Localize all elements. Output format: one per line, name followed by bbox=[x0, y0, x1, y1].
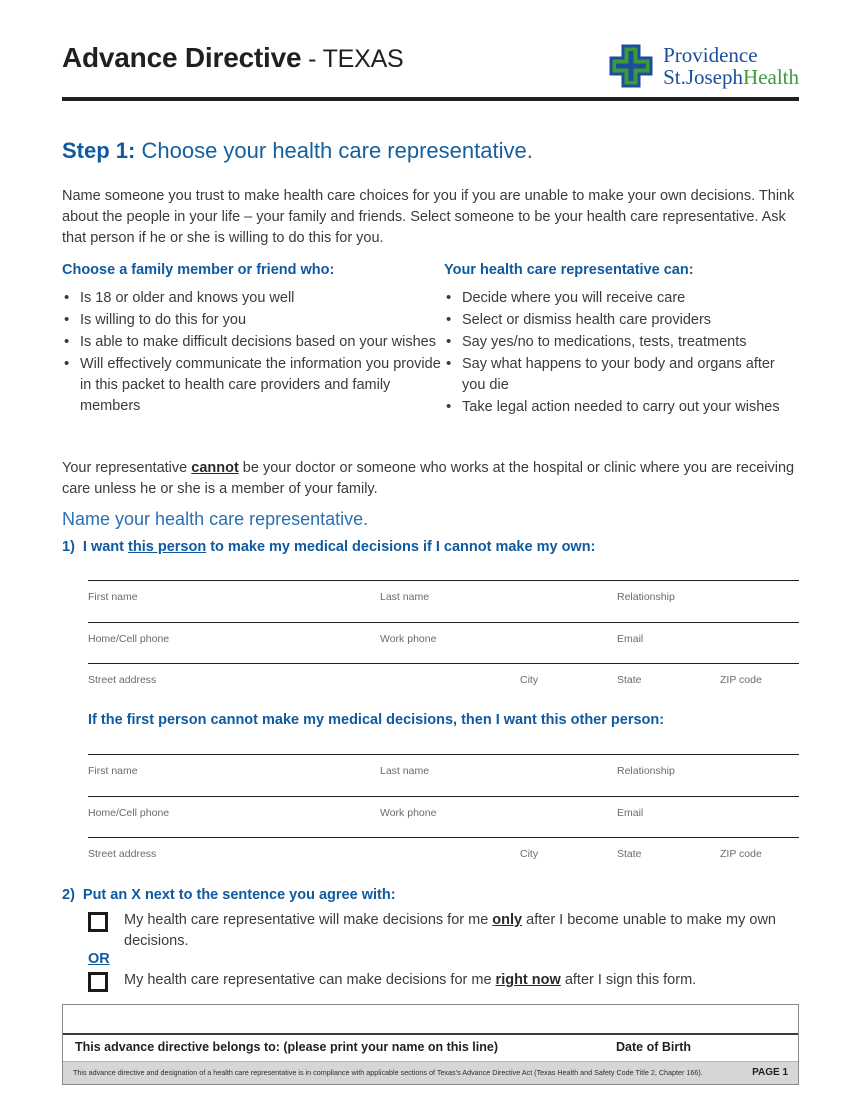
table-row[interactable] bbox=[88, 663, 799, 705]
question-1-label bbox=[62, 539, 595, 555]
brand-line-1: Providence bbox=[663, 42, 758, 67]
intro-paragraph: Name someone you trust to make health care choices for you if you are unable to make your own decisions. Think about the people in your life – your family and friends. Select someone to be your health care representative. Ask that person if he or she is willing to do this for you. bbox=[62, 188, 795, 246]
brand-wordmark bbox=[663, 42, 799, 89]
work-phone-label: Work phone bbox=[380, 806, 437, 819]
list-item: • Take legal action needed to carry out your wishes bbox=[444, 397, 802, 418]
brand-logo bbox=[609, 44, 799, 88]
header-divider bbox=[62, 97, 799, 101]
page-title bbox=[62, 42, 404, 74]
page-number: PAGE 1 bbox=[752, 1067, 788, 1078]
first-name-label: First name bbox=[88, 591, 138, 603]
relationship-label: Relationship bbox=[617, 765, 675, 777]
state-label: State bbox=[617, 848, 642, 860]
restriction-note bbox=[62, 458, 802, 500]
question-2-number: 2) bbox=[62, 887, 75, 903]
footer-label-row bbox=[63, 1035, 798, 1061]
option-2-row[interactable] bbox=[88, 970, 803, 991]
question-1-number: 1) bbox=[62, 539, 75, 555]
column-right-list bbox=[444, 288, 802, 418]
question-1-underlined: this person bbox=[128, 539, 207, 555]
option-1-emphasis: only bbox=[492, 912, 523, 928]
list-item: • Is 18 or older and knows you well bbox=[62, 288, 442, 309]
email-label: Email bbox=[617, 632, 644, 645]
column-choose-representative bbox=[62, 262, 442, 418]
list-item: • Will effectively communicate the information you provide in this packet to health care providers and family members bbox=[62, 354, 442, 417]
question-1-before: I want bbox=[82, 539, 129, 555]
brand-stjoseph: St.Joseph bbox=[663, 64, 744, 89]
alternate-representative-form[interactable] bbox=[88, 754, 799, 879]
state-label: State bbox=[617, 674, 642, 686]
option-2-emphasis: right now bbox=[495, 972, 561, 988]
table-row[interactable] bbox=[88, 796, 799, 838]
list-item: • Say what happens to your body and organs after you die bbox=[444, 354, 802, 396]
restriction-note-before: Your representative bbox=[62, 460, 192, 476]
question-1-after: to make my medical decisions if I cannot make my own: bbox=[206, 539, 596, 555]
page-title-separator: - bbox=[301, 45, 323, 73]
or-separator: OR bbox=[88, 951, 110, 967]
option-2-before: My health care representative can make decisions for me bbox=[124, 972, 496, 988]
name-section-heading: Name your health care representative. bbox=[62, 509, 369, 529]
list-item: • Decide where you will receive care bbox=[444, 288, 802, 309]
street-address-label: Street address bbox=[88, 674, 157, 686]
brand-line-2 bbox=[663, 64, 799, 89]
primary-representative-form[interactable] bbox=[88, 580, 799, 705]
column-representative-powers bbox=[444, 262, 802, 419]
table-row[interactable] bbox=[88, 580, 799, 622]
checkbox-option-2[interactable] bbox=[88, 972, 108, 992]
table-row[interactable] bbox=[88, 622, 799, 664]
first-name-label: First name bbox=[88, 765, 138, 777]
option-1-before: My health care representative will make decisions for me bbox=[124, 912, 493, 928]
list-item: • Is willing to do this for you bbox=[62, 310, 442, 331]
list-item: • Say yes/no to medications, tests, treatments bbox=[444, 332, 802, 353]
checkbox-option-1[interactable] bbox=[88, 912, 108, 932]
step-number-label: Step 1: bbox=[62, 138, 136, 163]
alternate-representative-heading: If the first person cannot make my medical decisions, then I want this other person: bbox=[88, 712, 665, 728]
question-2-text: Put an X next to the sentence you agree with: bbox=[82, 887, 396, 903]
work-phone-label: Work phone bbox=[380, 632, 437, 645]
restriction-note-emphasis: cannot bbox=[191, 460, 239, 476]
relationship-label: Relationship bbox=[617, 591, 675, 603]
zip-code-label: ZIP code bbox=[720, 674, 762, 686]
step-heading bbox=[62, 138, 533, 164]
question-2-label bbox=[62, 887, 396, 903]
option-1-after: after I become unable to make my own decisions. bbox=[124, 912, 776, 949]
table-row[interactable] bbox=[88, 837, 799, 879]
compliance-statement: This advance directive and designation of a health care representative is in compliance with applicable sections of Texas’s Advance Directive Act (Texas Health and Safety Code Title 2, Chapter 166). bbox=[73, 1068, 703, 1077]
home-cell-phone-label: Home/Cell phone bbox=[88, 632, 170, 645]
document-footer bbox=[62, 1004, 799, 1085]
column-left-title: Choose a family member or friend who: bbox=[62, 262, 335, 278]
document-header bbox=[62, 42, 799, 100]
list-item: • Is able to make difficult decisions based on your wishes bbox=[62, 332, 442, 353]
brand-health: Health bbox=[743, 64, 799, 89]
date-of-birth-label: Date of Birth bbox=[616, 1040, 691, 1054]
option-1-row[interactable] bbox=[88, 910, 803, 952]
city-label: City bbox=[520, 674, 539, 686]
agreement-option-1[interactable] bbox=[88, 910, 803, 952]
last-name-label: Last name bbox=[380, 765, 430, 777]
cross-icon bbox=[609, 44, 653, 88]
belongs-to-label: This advance directive belongs to: (please print your name on this line) bbox=[75, 1040, 499, 1054]
page-title-main: Advance Directive bbox=[62, 42, 302, 73]
step-heading-text: Choose your health care representative. bbox=[135, 138, 533, 163]
city-label: City bbox=[520, 848, 539, 860]
table-row[interactable] bbox=[88, 754, 799, 796]
column-left-list bbox=[62, 288, 442, 417]
last-name-label: Last name bbox=[380, 591, 430, 603]
list-item: • Select or dismiss health care providers bbox=[444, 310, 802, 331]
agreement-option-2[interactable] bbox=[88, 970, 803, 991]
home-cell-phone-label: Home/Cell phone bbox=[88, 806, 170, 819]
email-label: Email bbox=[617, 806, 644, 819]
zip-code-label: ZIP code bbox=[720, 848, 762, 860]
page-title-state: TEXAS bbox=[322, 45, 404, 73]
option-2-after: after I sign this form. bbox=[560, 972, 697, 988]
restriction-note-after: be your doctor or someone who works at the hospital or clinic where you are receiving care unless he or she is a member of your family. bbox=[62, 460, 795, 497]
column-right-title: Your health care representative can: bbox=[444, 262, 694, 278]
footer-fineprint-bar bbox=[63, 1061, 798, 1084]
street-address-label: Street address bbox=[88, 848, 157, 860]
name-entry-field[interactable] bbox=[63, 1005, 798, 1035]
